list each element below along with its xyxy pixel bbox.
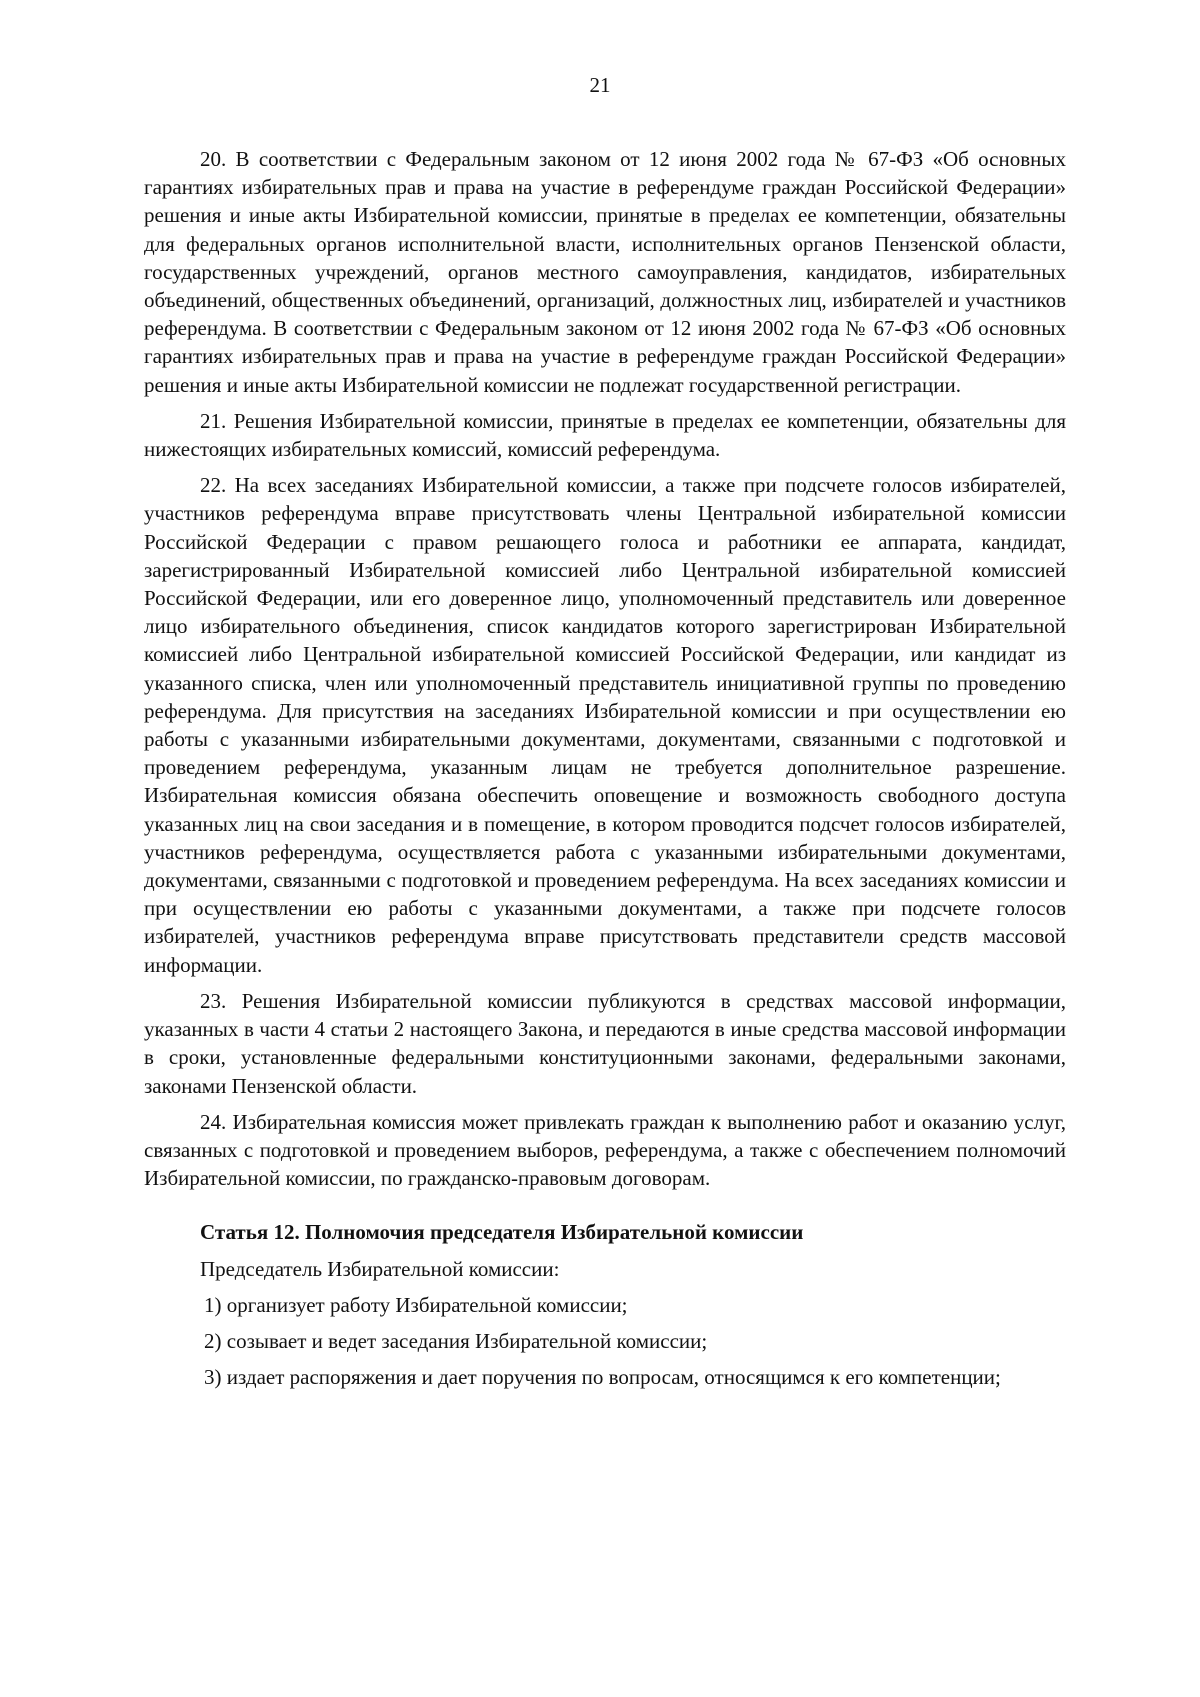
list-item-2-text: 2) созывает и ведет заседания Избирательной комиссии; [204, 1328, 708, 1353]
paragraph-22: 22. На всех заседаниях Избирательной комиссии, а также при подсчете голосов избирателей, участников референдума вправе присутствовать члены Центральной избирательной комиссии Российской Федерации с правом решающего голоса и работники ее аппарата, кандидат, зарегистрированный Избирательной комиссией либо Центральной избирательной комиссией Российской Федерации, или его доверенное лицо, уполномоченный представитель или доверенное лицо избирательного объединения, список кандидатов которого зарегистрирован Избирательной комиссией либо Центральной избирательной комиссией Российской Федерации, или кандидат из указанного списка, член или уполномоченный представитель инициативной группы по проведению референдума. Для присутствия на заседаниях Избирательной комиссии и при осуществлении ею работы с указанными избирательными документами, документами, связанными с подготовкой и проведением референдума, указанным лицам не требуется дополнительное разрешение. Избирательная комиссия обязана обеспечить оповещение и возможность свободного доступа указанных лиц на свои заседания и в помещение, в котором проводится подсчет голосов избирателей, участников референдума, осуществляется работа с указанными избирательными документами, документами, связанными с подготовкой и проведением референдума. На всех заседаниях комиссии и при осуществлении ею работы с указанными документами, а также при подсчете голосов избирателей, участников референдума вправе присутствовать представители средств массовой информации. [144, 473, 1066, 977]
list-item-1-text: 1) организует работу Избирательной комиссии; [204, 1292, 628, 1317]
page-number: 21 [589, 73, 611, 97]
document-body [144, 145, 1066, 1399]
article-12-heading: Статья 12. Полномочия председателя Избирательной комиссии [200, 1220, 804, 1245]
paragraph-23: 23. Решения Избирательной комиссии публикуются в средствах массовой информации, указанных в части 4 статьи 2 настоящего Закона, и передаются в иные средства массовой информации в сроки, установленные федеральными конституционными законами, федеральными законами, законами Пензенской области. [144, 988, 1066, 1098]
list-item-2 [144, 1327, 1066, 1355]
paragraph-24: 24. Избирательная комиссия может привлекать граждан к выполнению работ и оказанию услуг, связанных с подготовкой и проведением выборов, референдума, а также с обеспечением полномочий Избирательной комиссии, по гражданско-правовым договорам. [144, 1109, 1066, 1191]
paragraph-20: 20. В соответствии с Федеральным законом от 12 июня 2002 года № 67-ФЗ «Об основных гарантиях избирательных прав и права на участие в референдуме граждан Российской Федерации» решения и иные акты Избирательной комиссии, принятые в пределах ее компетенции, обязательны для федеральных органов исполнительной власти, исполнительных органов Пензенской области, государственных учреждений, органов местного самоуправления, кандидатов, избирательных объединений, общественных объединений, организаций, должностных лиц, избирателей и участников референдума. В соответствии с Федеральным законом от 12 июня 2002 года № 67-ФЗ «Об основных гарантиях избирательных прав и права на участие в референдуме граждан Российской Федерации» решения и иные акты Избирательной комиссии не подлежат государственной регистрации. [144, 147, 1066, 397]
paragraph-21: 21. Решения Избирательной комиссии, принятые в пределах ее компетенции, обязательны для нижестоящих избирательных комиссий, комиссий референдума. [144, 408, 1066, 462]
article-12-intro: Председатель Избирательной комиссии: [200, 1256, 560, 1281]
list-item-1 [144, 1291, 1066, 1319]
list-item-3-text: 3) издает распоряжения и дает поручения по вопросам, относящимся к его компетенции; [204, 1365, 1001, 1390]
list-item-3 [144, 1363, 1066, 1391]
